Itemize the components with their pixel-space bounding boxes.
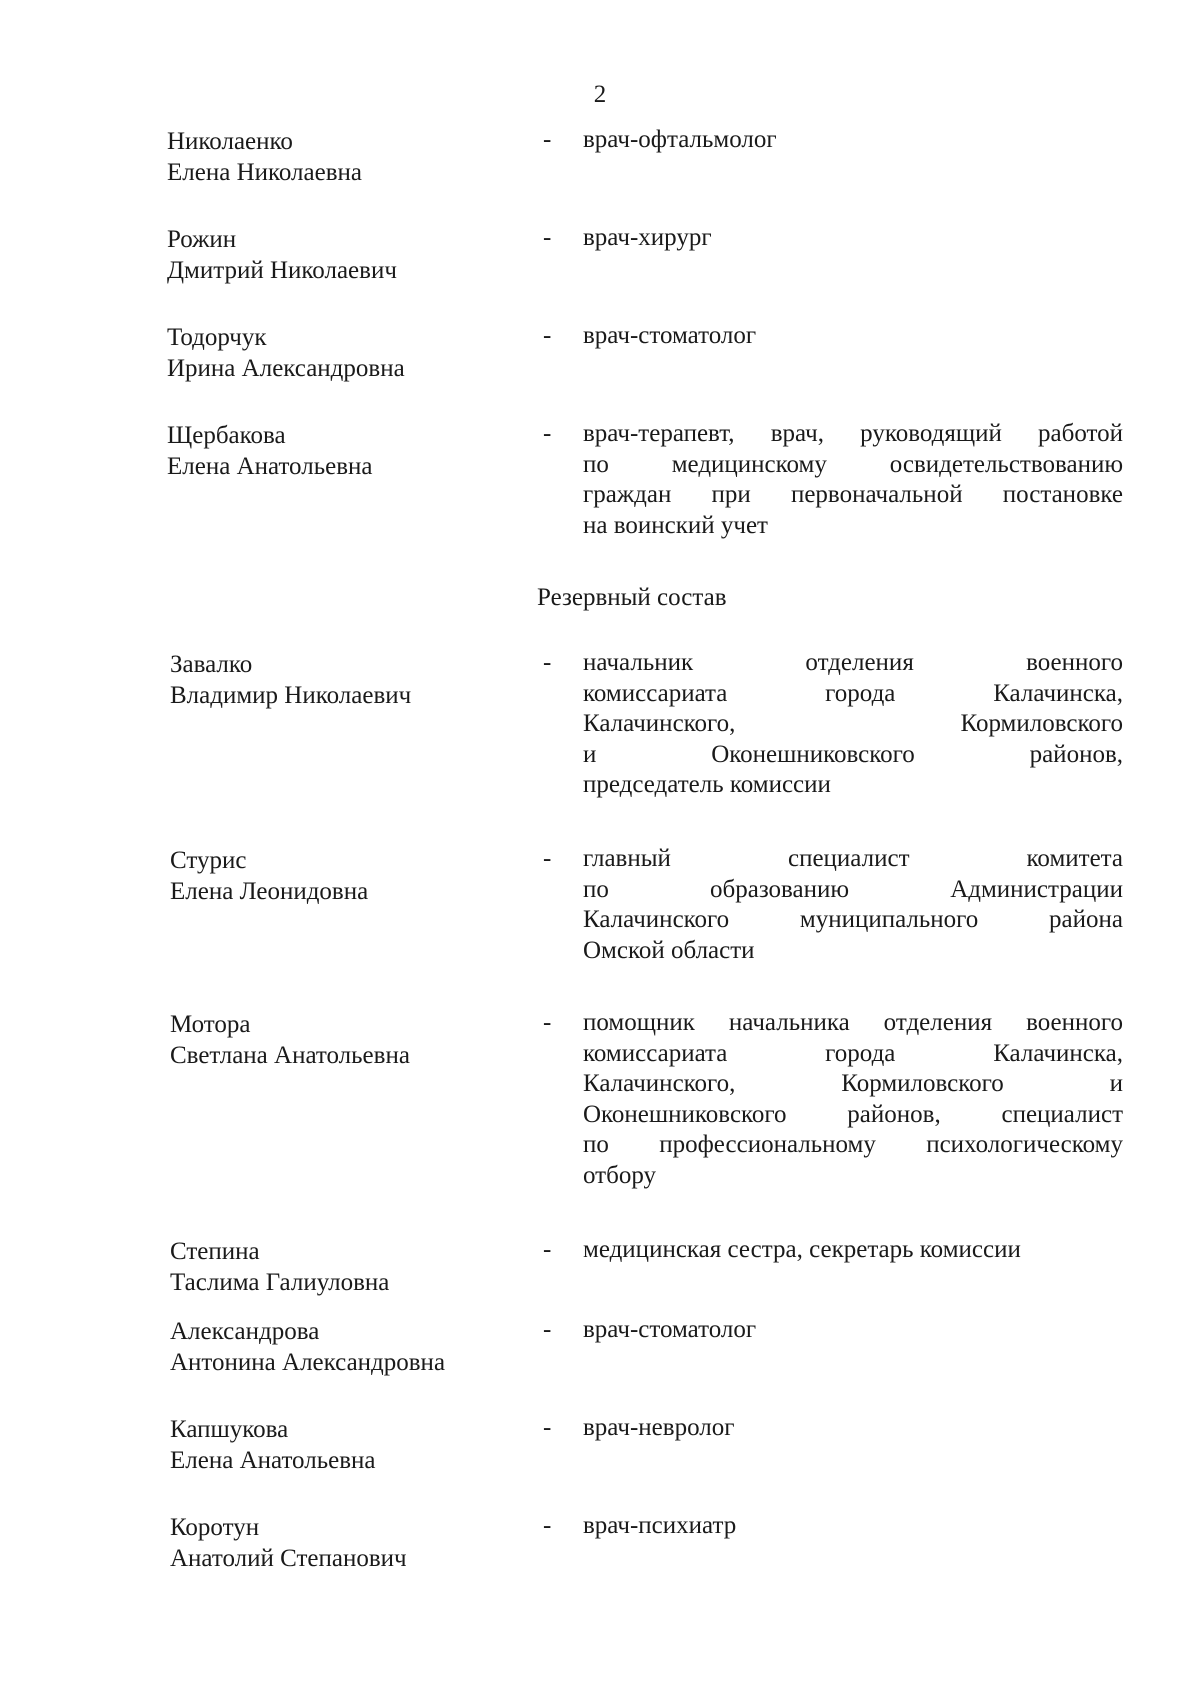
section-title: Резервный состав [537, 584, 727, 611]
role-line: отбору [583, 1161, 656, 1189]
member-entry [0, 1010, 1200, 1200]
member-given-names: Ирина Александровна [167, 354, 405, 382]
member-name [170, 1237, 530, 1298]
member-surname: Мотора [170, 1011, 251, 1038]
member-entry [0, 421, 1200, 551]
member-surname: Александрова [170, 1318, 320, 1345]
member-role [583, 1235, 1123, 1266]
dash-separator: - [543, 420, 552, 447]
role-line: врач-хирург [583, 224, 712, 251]
member-name [170, 650, 530, 711]
member-surname: Тодорчук [167, 324, 267, 351]
member-name [170, 846, 530, 907]
member-entry [0, 1513, 1200, 1613]
role-line: врач-офтальмолог [583, 126, 777, 153]
member-entry [0, 1415, 1200, 1515]
member-given-names: Таслима Галиуловна [170, 1268, 390, 1296]
member-surname: Степина [170, 1238, 260, 1265]
role-line: медицинская сестра, секретарь комиссии [583, 1236, 1021, 1263]
role-line: главный специалист комитета [583, 845, 1123, 872]
member-role [583, 419, 1123, 541]
member-surname: Щербакова [167, 422, 286, 449]
dash-separator: - [543, 126, 552, 153]
role-line: врач-стоматолог [583, 322, 757, 349]
member-role [583, 321, 1123, 352]
role-line: граждан при первоначальной постановке [583, 481, 1123, 508]
role-line: по медицинскому освидетельствованию [583, 450, 1123, 478]
role-line: комиссариата города Калачинска, [583, 1039, 1123, 1067]
dash-separator: - [543, 322, 552, 349]
member-given-names: Антонина Александровна [170, 1348, 446, 1376]
member-entry [0, 846, 1200, 976]
member-given-names: Дмитрий Николаевич [167, 256, 397, 284]
role-line: врач-психиатр [583, 1512, 737, 1539]
member-entry [0, 1317, 1200, 1417]
member-role [583, 125, 1123, 156]
member-role [583, 648, 1123, 801]
dash-separator: - [543, 1009, 552, 1036]
page-number: 2 [593, 81, 607, 108]
member-given-names: Анатолий Степанович [170, 1544, 407, 1572]
member-surname: Коротун [170, 1514, 260, 1541]
role-line: Калачинского, Кормиловского [583, 710, 1123, 737]
member-surname: Капшукова [170, 1416, 289, 1443]
dash-separator: - [543, 1414, 552, 1441]
member-surname: Рожин [167, 226, 237, 253]
role-line: по профессиональному психологическому [583, 1131, 1123, 1158]
role-line: врач-невролог [583, 1414, 735, 1441]
dash-separator: - [543, 1236, 552, 1263]
role-line: и Оконешниковского районов, [583, 740, 1123, 768]
member-name [167, 323, 527, 384]
member-name [170, 1010, 530, 1071]
member-surname: Николаенко [167, 128, 293, 155]
member-role [583, 1511, 1123, 1542]
member-surname: Стурис [170, 847, 247, 874]
member-surname: Завалко [170, 651, 253, 678]
member-name [167, 421, 527, 482]
member-entry [0, 225, 1200, 325]
member-name [170, 1415, 530, 1476]
member-given-names: Елена Леонидовна [170, 877, 369, 905]
member-given-names: Владимир Николаевич [170, 681, 412, 709]
role-line: Калачинского, Кормиловского и [583, 1070, 1123, 1097]
member-given-names: Светлана Анатольевна [170, 1041, 410, 1069]
member-name [170, 1317, 530, 1378]
dash-separator: - [543, 224, 552, 251]
dash-separator: - [543, 845, 552, 872]
member-role [583, 223, 1123, 254]
role-line: по образованию Администрации [583, 875, 1123, 903]
member-entry [0, 650, 1200, 810]
member-name [167, 127, 527, 188]
member-entry [0, 323, 1200, 423]
member-entry [0, 127, 1200, 227]
dash-separator: - [543, 1512, 552, 1539]
member-given-names: Елена Николаевна [167, 158, 362, 186]
member-given-names: Елена Анатольевна [167, 452, 373, 480]
role-line: врач-стоматолог [583, 1316, 757, 1343]
role-line: помощник начальника отделения военного [583, 1009, 1123, 1036]
role-line: Калачинского муниципального района [583, 906, 1123, 933]
role-line: начальник отделения военного [583, 649, 1123, 676]
member-name [167, 225, 527, 286]
member-role [583, 844, 1123, 966]
dash-separator: - [543, 1316, 552, 1343]
role-line: Омской области [583, 936, 755, 964]
member-name [170, 1513, 530, 1574]
member-given-names: Елена Анатольевна [170, 1446, 376, 1474]
role-line: Оконешниковского районов, специалист [583, 1100, 1123, 1128]
member-role [583, 1008, 1123, 1191]
member-role [583, 1413, 1123, 1444]
role-line: председатель комиссии [583, 771, 831, 798]
role-line: на воинский учет [583, 511, 768, 539]
dash-separator: - [543, 649, 552, 676]
role-line: комиссариата города Калачинска, [583, 679, 1123, 707]
role-line: врач-терапевт, врач, руководящий работой [583, 420, 1123, 447]
member-role [583, 1315, 1123, 1346]
